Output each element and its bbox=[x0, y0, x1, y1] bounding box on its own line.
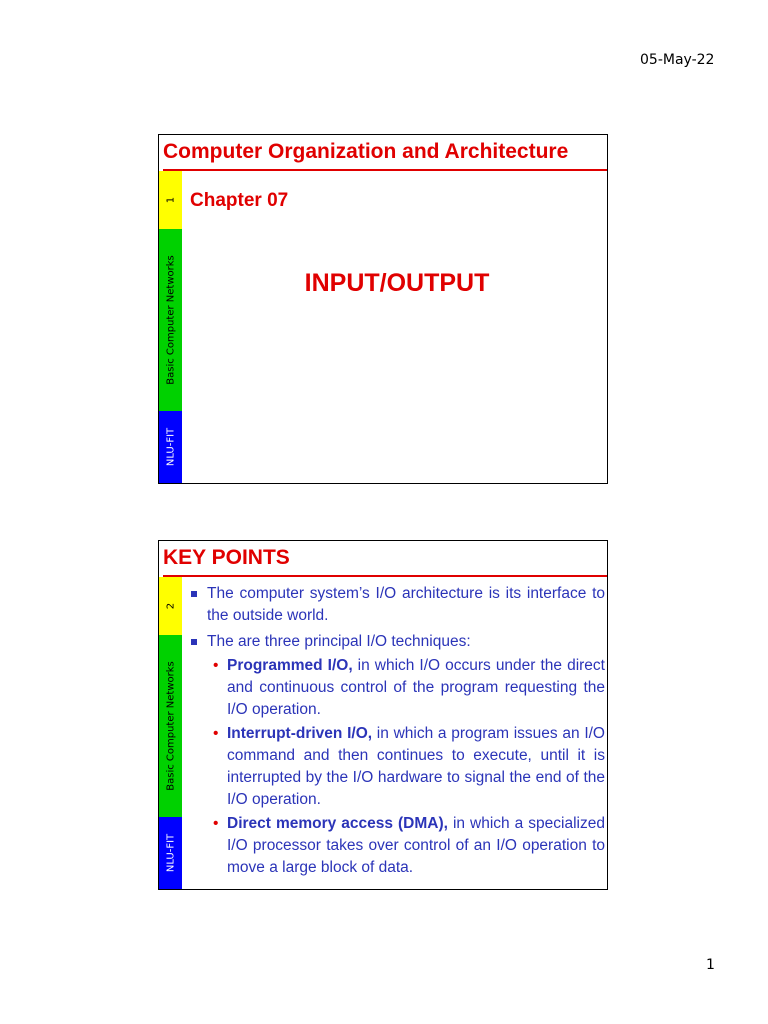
slide-sidebar bbox=[159, 171, 182, 483]
slide-content bbox=[187, 577, 607, 889]
sub-bullet-list bbox=[207, 655, 605, 879]
list-item bbox=[187, 631, 605, 879]
course-name: Basic Computer Networks bbox=[165, 661, 176, 791]
sidebar-org bbox=[159, 411, 182, 483]
sidebar-slide-number bbox=[159, 577, 182, 635]
list-item bbox=[187, 583, 605, 627]
slide-title: Computer Organization and Architecture bbox=[163, 135, 607, 171]
technique-description: in which a program issues an I/O command and then continues to execute, until it is interrupted by the I/O hardware to signal the end of the I/O operation. bbox=[227, 725, 605, 808]
sidebar-slide-number bbox=[159, 171, 182, 229]
technique-term: Direct memory access (DMA), bbox=[227, 815, 448, 832]
slide-number: 1 bbox=[165, 196, 176, 204]
page-number: 1 bbox=[706, 957, 715, 973]
sidebar-course bbox=[159, 229, 182, 411]
slide-2 bbox=[158, 540, 608, 890]
sub-list-item bbox=[207, 723, 605, 811]
sub-list-item bbox=[207, 813, 605, 879]
slide-title: KEY POINTS bbox=[163, 541, 607, 577]
bullet-text: The computer system’s I/O architecture is its interface to the outside world. bbox=[207, 585, 605, 624]
slide-1 bbox=[158, 134, 608, 484]
main-title: INPUT/OUTPUT bbox=[304, 269, 490, 297]
sidebar-course bbox=[159, 635, 182, 817]
slide-content bbox=[187, 171, 607, 483]
technique-description: in which a specialized I/O processor takes over control of an I/O operation to move a large block of data. bbox=[227, 815, 605, 876]
technique-term: Interrupt-driven I/O, bbox=[227, 725, 373, 742]
technique-term: Programmed I/O, bbox=[227, 657, 353, 674]
course-name: Basic Computer Networks bbox=[165, 255, 176, 385]
bullet-list bbox=[187, 583, 605, 883]
page-date: 05-May-22 bbox=[640, 52, 715, 68]
chapter-label: Chapter 07 bbox=[190, 190, 289, 211]
org-name: NLU-FIT bbox=[165, 833, 176, 873]
sidebar-org bbox=[159, 817, 182, 889]
slide-number: 2 bbox=[165, 602, 176, 610]
slide-sidebar bbox=[159, 577, 182, 889]
technique-description: in which I/O occurs under the direct and continuous control of the program requesting the I/O operation. bbox=[227, 657, 605, 718]
sub-list-item bbox=[207, 655, 605, 721]
bullet-text: The are three principal I/O techniques: bbox=[207, 633, 471, 650]
org-name: NLU-FIT bbox=[165, 427, 176, 467]
